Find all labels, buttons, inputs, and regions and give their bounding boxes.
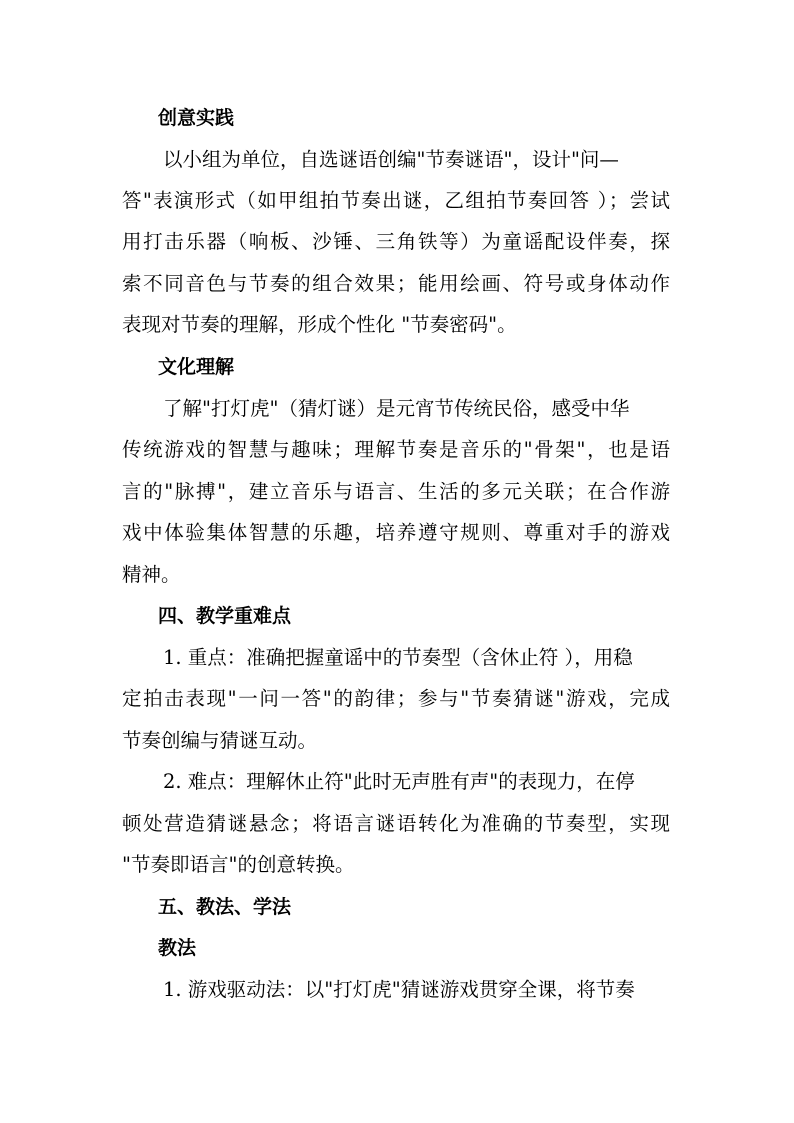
key-point-line: 1. 重点：准确把握童谣中的节奏型（含休止符 ），用稳	[163, 646, 633, 669]
paragraph-line: 索不同音色与节奏的组合效果；能用绘画、符号或身体动作	[122, 272, 670, 295]
paragraph-line: 了解"打灯虎"（猜灯谜）是元宵节传统民俗，感受中华	[163, 397, 630, 420]
paragraph-line: 用打击乐器（响板、沙锤、三角铁等）为童谣配设伴奏，探	[122, 230, 670, 253]
paragraph-line: 答"表演形式（如甲组拍节奏出谜，乙组拍节奏回答 ）；尝试	[122, 189, 670, 212]
paragraph-line: 以小组为单位，自选谜语创编"节奏谜语"，设计"问—	[163, 148, 619, 171]
section-heading-cultural-understanding: 文化理解	[158, 356, 235, 378]
section-heading-key-difficult-points: 四、教学重难点	[158, 605, 292, 627]
difficult-point-line: 顿处营造猜谜悬念；将语言谜语转化为准确的节奏型，实现	[122, 812, 670, 835]
difficult-point-line: 2. 难点：理解休止符"此时无声胜有声"的表现力，在停	[163, 770, 635, 793]
paragraph-line: 表现对节奏的理解，形成个性化 "节奏密码"。	[122, 313, 517, 336]
key-point-line: 节奏创编与猜谜互动。	[122, 729, 318, 752]
paragraph-line: 精神。	[122, 563, 181, 586]
method-line: 1. 游戏驱动法：以"打灯虎"猜谜游戏贯穿全课，将节奏	[163, 978, 635, 1001]
subheading-teaching-methods: 教法	[158, 937, 197, 959]
paragraph-line: 戏中体验集体智慧的乐趣，培养遵守规则、尊重对手的游戏	[122, 521, 670, 544]
paragraph-line: 传统游戏的智慧与趣味；理解节奏是音乐的"骨架"，也是语	[122, 438, 670, 461]
section-heading-methods: 五、教法、学法	[158, 896, 292, 918]
difficult-point-line: "节奏即语言"的创意转换。	[122, 853, 355, 876]
section-heading-creative-practice: 创意实践	[158, 107, 235, 129]
key-point-line: 定拍击表现"一问一答"的韵律；参与"节奏猜谜"游戏，完成	[122, 687, 670, 710]
paragraph-line: 言的"脉搏"，建立音乐与语言、生活的多元关联；在合作游	[122, 480, 670, 503]
